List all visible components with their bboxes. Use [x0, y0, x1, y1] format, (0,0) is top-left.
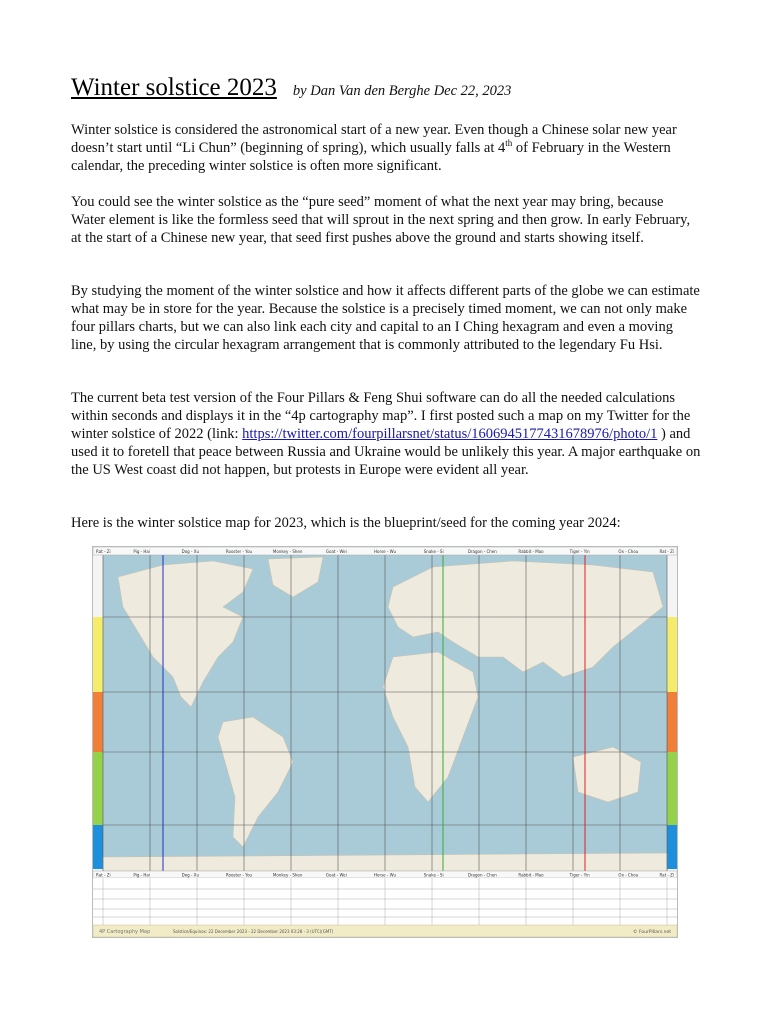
band-orange-left	[93, 692, 103, 752]
ordinal-suffix: th	[505, 138, 513, 149]
paragraph-2: You could see the winter solstice as the “pure seed” moment of what the next year may bring, because Water element is like the formless seed that will sprout in the next spring and then grow. In early February, at the start of a Chinese new year, that seed first pushes above the ground and starts showing itself.	[71, 194, 691, 246]
zone-label: Pig - Hai	[133, 872, 150, 878]
zone-label: Horse - Wu	[374, 872, 396, 878]
zone-label: Snake - Si	[423, 549, 444, 554]
zone-label: Dog - Xu	[181, 872, 199, 878]
cartography-map	[92, 546, 678, 938]
band-green-left	[93, 752, 103, 825]
paragraph-4	[71, 389, 701, 479]
zone-label: Rat - Zi	[659, 549, 674, 554]
zone-label: Rooster - You	[225, 872, 253, 878]
cartography-map-svg	[93, 547, 677, 937]
zone-label: Snake - Si	[423, 872, 444, 878]
zone-label: Rooster - You	[225, 549, 253, 554]
zone-label: Goat - Wei	[325, 549, 347, 554]
zone-label: Tiger - Yin	[569, 872, 590, 878]
zone-label: Monkey - Shen	[272, 872, 303, 878]
zone-label: Dog - Xu	[181, 549, 199, 554]
zone-label: Ox - Chou	[618, 872, 639, 878]
zone-label: Rabbit - Mao	[518, 549, 544, 554]
article-byline: by Dan Van den Berghe Dec 22, 2023	[292, 83, 512, 99]
band-yellow-left	[93, 617, 103, 692]
zone-label: Dragon - Chen	[467, 872, 497, 878]
zone-label: Goat - Wei	[325, 872, 347, 878]
zone-label: Rabbit - Mao	[518, 872, 544, 878]
zone-label: Rat - Zi	[96, 872, 111, 878]
zone-label: Pig - Hai	[133, 549, 150, 554]
paragraph-1-text-a: Winter solstice is considered the astronomical start of a new year. Even though a Chinese solar new year doesn’t start until “Li Chun” (beginning of spring), which usually falls at 4	[71, 122, 677, 156]
twitter-link[interactable]: https://twitter.com/fourpillarsnet/status/1606945177431678976/photo/1	[242, 426, 658, 442]
zone-label: Rat - Zi	[659, 872, 674, 878]
zone-label: Tiger - Yin	[569, 549, 590, 554]
article-title: Winter solstice 2023	[71, 74, 277, 101]
paragraph-1-text-b: of February in the Western calendar, the preceding winter solstice is often more significant.	[71, 140, 671, 174]
band-orange-right	[667, 692, 677, 752]
band-green-right	[667, 752, 677, 825]
zone-label: Monkey - Shen	[272, 549, 303, 554]
zone-label: Rat - Zi	[96, 549, 111, 554]
paragraph-4-text-a: The current beta test version of the Four Pillars & Feng Shui software can do all the needed calculations within seconds and displays it in the “4p cartography map”. I first posted such a map on my Twitter for the winter solstice of 2022 (link:	[71, 390, 691, 442]
paragraph-5: Here is the winter solstice map for 2023, which is the blueprint/seed for the coming year 2024:	[71, 515, 621, 531]
paragraph-1	[71, 121, 701, 175]
band-yellow-right	[667, 617, 677, 692]
band-blue-left	[93, 825, 103, 869]
zone-label: Ox - Chou	[618, 549, 639, 554]
map-footer-mid: Solstice/Equinox: 22 December 2023 - 22 December 2023 03:28 - 3 (UTC)(GMT)	[173, 929, 334, 934]
map-footer-right: © FourPillars.net	[633, 930, 671, 935]
zone-labels-bottom	[96, 873, 674, 878]
paragraph-4-text-b: ) and used it to foretell that peace between Russia and Ukraine would be unlikely this year. A major earthquake on the US West coast did not happen, but protests in Europe were evident all year.	[71, 426, 701, 478]
map-footer-left: 4P Cartography Map	[99, 929, 151, 935]
zone-labels-top	[96, 549, 674, 554]
zone-label: Horse - Wu	[374, 549, 396, 554]
title-line	[71, 74, 511, 102]
paragraph-3: By studying the moment of the winter solstice and how it affects different parts of the globe we can estimate what may be in store for the year. Because the solstice is a precisely timed moment, we can not only make four pillars charts, but we can also link each city and capital to an I Ching hexagram and even a moving line, by using the circular hexagram arrangement that is commonly attributed to the legendary Fu Hsi.	[71, 283, 700, 353]
band-blue-right	[667, 825, 677, 869]
zone-label: Dragon - Chen	[467, 549, 497, 554]
